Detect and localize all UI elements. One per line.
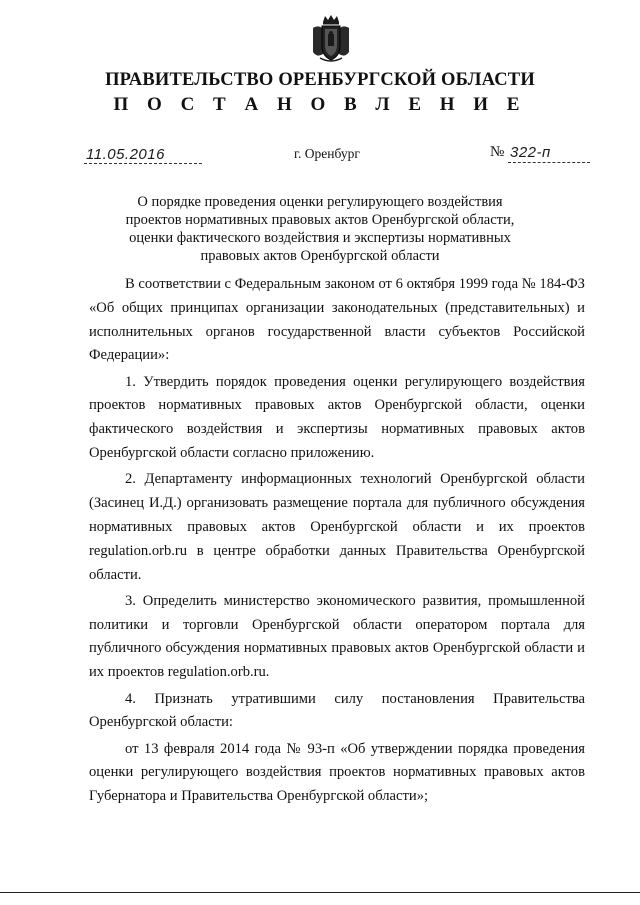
document-body — [89, 273, 585, 812]
government-title: ПРАВИТЕЛЬСТВО ОРЕНБУРГСКОЙ ОБЛАСТИ — [105, 70, 535, 90]
page-bottom-rule — [0, 892, 640, 893]
body-paragraph: 2. Департаменту информационных технологий Оренбургской области (Засинец И.Д.) организовать размещение портала для публичного обсуждения нормативных правовых актов Оренбургской области и их проектов regulation.orb.ru в центре обработки данных Правительства Оренбургской области. — [89, 471, 585, 583]
document-type: П О С Т А Н О В Л Е Н И Е — [113, 94, 527, 115]
document-city: г. Оренбург — [294, 146, 360, 161]
document-number-label: № — [490, 144, 505, 160]
document-subject: О порядке проведения оценки регулирующего воздействия проектов нормативных правовых актов Оренбургской области, оценки фактического воздействия и экспертизы нормативных правовых актов Оренбургской области — [125, 194, 515, 264]
body-paragraph: 4. Признать утратившими силу постановления Правительства Оренбургской области: — [89, 690, 585, 731]
body-paragraph: 3. Определить министерство экономического развития, промышленной политики и торговли Оренбургской области оператором портала для публичного обсуждения нормативных правовых актов Оренбургской области и их проектов regulation.orb.ru. — [89, 592, 585, 681]
coat-of-arms-icon — [310, 14, 352, 64]
document-date: 11.05.2016 — [86, 146, 165, 163]
number-underline — [508, 162, 590, 163]
body-paragraph: В соответствии с Федеральным законом от 6 октября 1999 года № 184-ФЗ «Об общих принципах организации законодательных (представительных) и исполнительных органов государственной власти субъектов Российской Федерации»: — [89, 276, 585, 364]
body-paragraph: 1. Утвердить порядок проведения оценки регулирующего воздействия проектов нормативных правовых актов Оренбургской области, оценки фактического воздействия и экспертизы нормативных правовых актов Оренбургской области согласно приложению. — [89, 373, 585, 462]
body-paragraph: от 13 февраля 2014 года № 93-п «Об утверждении порядка проведения оценки регулирующего воздействия проектов нормативных правовых актов Губернатора и Правительства Оренбургской области»; — [89, 740, 585, 805]
date-underline — [84, 163, 202, 164]
document-number: 322-п — [510, 144, 551, 161]
